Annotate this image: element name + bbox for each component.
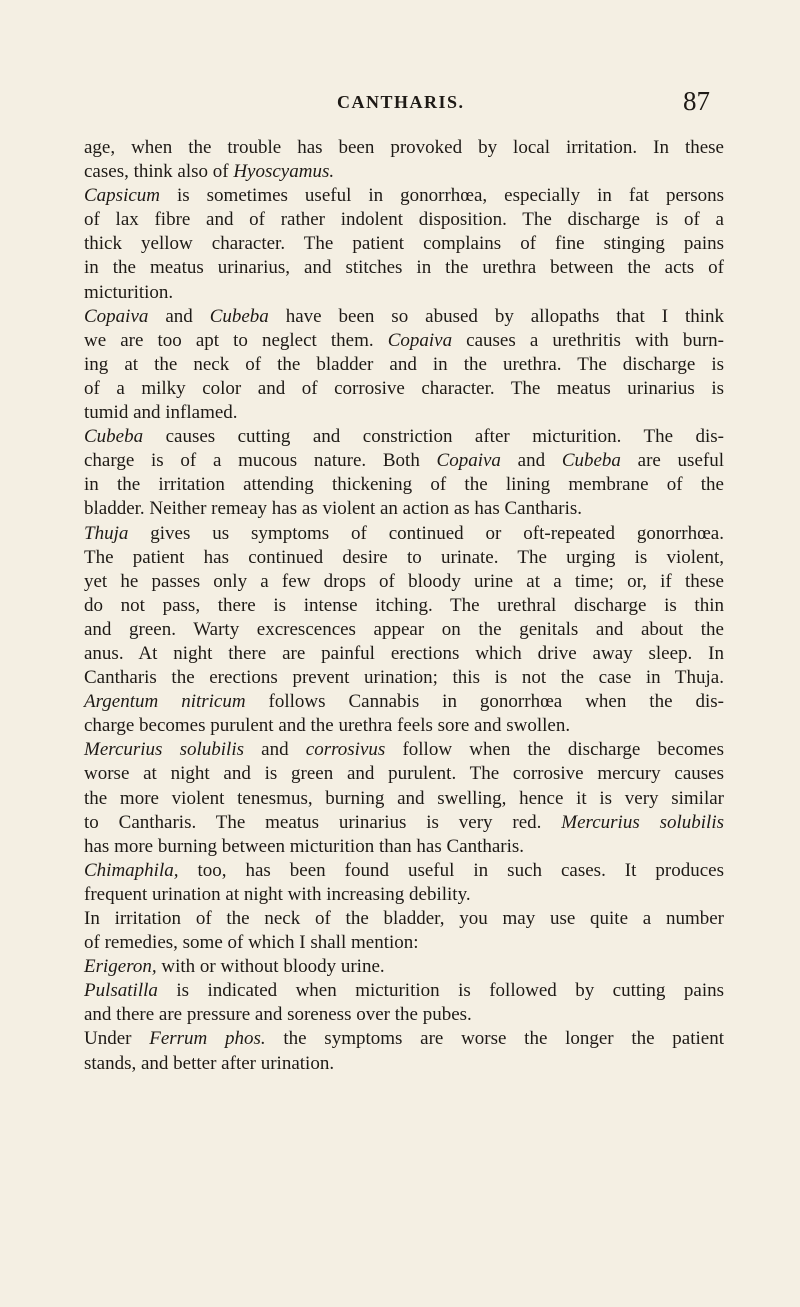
text-line [84, 931, 724, 955]
text-line [84, 811, 724, 835]
text-span: in the meatus urinarius, and stitches in the urethra between the acts of [84, 257, 724, 279]
italic-term: Ferrum phos. [149, 1028, 266, 1050]
text-span: stands, and better after urination. [84, 1052, 335, 1074]
text-line [84, 401, 724, 425]
italic-term: Erigeron, [84, 956, 157, 978]
text-span: are useful [620, 450, 724, 472]
italic-term: Copaiva [387, 329, 453, 351]
text-line [84, 497, 724, 521]
text-span: In irritation of the neck of the bladder, you may use quite a number [84, 908, 724, 929]
text-line [84, 979, 724, 1003]
text-line [84, 690, 724, 714]
text-span: yet he passes only a few drops of bloody urine at a time; or, if these [84, 570, 724, 592]
text-span: bladder. Neither remeay has as violent an action as has Cantharis. [84, 498, 583, 520]
italic-term: Argentum nitricum [84, 691, 246, 713]
text-line [84, 618, 724, 642]
text-span: anus. At night there are painful erections which drive away sleep. In [84, 642, 724, 664]
text-line [84, 642, 724, 666]
text-span: with or without bloody urine. [156, 956, 385, 978]
italic-term: Cubeba [209, 305, 269, 327]
text-span: The patient has continued desire to urinate. The urging is violent, [84, 546, 724, 568]
body-text [84, 136, 724, 1076]
text-span: has more burning between micturition than has Cantharis. [84, 835, 525, 857]
text-span: of lax fibre and of rather indolent disposition. The discharge is of a [84, 209, 724, 231]
text-span: of a milky color and of corrosive character. The meatus urinarius is [84, 377, 724, 399]
text-line [84, 160, 724, 184]
text-span: frequent urination at night with increasing debility. [84, 883, 471, 905]
text-line [84, 907, 724, 931]
running-title: CANTHARIS. [337, 92, 465, 112]
text-line [84, 546, 724, 570]
text-span: and [244, 739, 306, 761]
text-span: have been so abused by allopaths that I think [268, 305, 725, 327]
text-span: Cantharis the erections prevent urination; this is not the case in Thuja. [84, 667, 724, 689]
italic-term: Mercurius solubilis [561, 811, 725, 833]
text-line [84, 883, 724, 907]
text-span: Under [84, 1028, 150, 1050]
text-line [84, 835, 724, 859]
text-line [84, 184, 724, 208]
text-line [84, 738, 724, 762]
text-span: is sometimes useful in gonorrhœa, especially in fat persons [160, 185, 724, 207]
text-line [84, 305, 724, 329]
text-line [84, 425, 724, 449]
italic-term: Thuja [84, 522, 129, 544]
text-line [84, 1027, 724, 1051]
text-line [84, 329, 724, 353]
text-line [84, 1052, 724, 1076]
text-span: the more violent tenesmus, burning and swelling, hence it is very similar [84, 787, 724, 809]
text-line [84, 666, 724, 690]
text-span: worse at night and is green and purulent. The corrosive mercury causes [84, 763, 724, 785]
text-line [84, 714, 724, 738]
text-span: in the irritation attending thickening of the lining membrane of the [84, 474, 724, 496]
italic-term: Hyoscyamus. [233, 161, 335, 183]
text-span: do not pass, there is intense itching. The urethral discharge is thin [84, 594, 724, 616]
text-line [84, 859, 724, 883]
italic-term: Mercurius solubilis [84, 739, 245, 761]
text-line [84, 208, 724, 232]
text-span: is indicated when micturition is followed by cutting pains [157, 980, 724, 1002]
text-line [84, 473, 724, 497]
text-span: and [500, 450, 562, 472]
italic-term: Copaiva [84, 305, 149, 327]
text-line [84, 377, 724, 401]
text-line [84, 353, 724, 377]
text-line [84, 955, 724, 979]
text-line [84, 570, 724, 594]
italic-term: Pulsatilla [84, 980, 158, 1002]
text-span: gives us symptoms of continued or oft-repeated gonorrhœa. [128, 522, 724, 544]
page-header [0, 86, 800, 126]
text-span: tumid and inflamed. [84, 402, 238, 424]
text-line [84, 594, 724, 618]
text-span: too, has been found useful in such cases. It produces [178, 859, 724, 881]
page-number: 87 [683, 86, 710, 116]
italic-term: Cubeba [84, 426, 144, 448]
italic-term: Copaiva [436, 450, 501, 472]
text-span: causes a urethritis with burn- [452, 329, 724, 351]
text-span: age, when the trouble has been provoked by local irritation. In these [84, 137, 724, 158]
text-span: and [148, 305, 210, 327]
text-span: follows Cannabis in gonorrhœa when the dis- [245, 691, 724, 713]
text-span: to Cantharis. The meatus urinarius is very red. [84, 811, 562, 833]
text-line [84, 522, 724, 546]
italic-term: corrosivus [305, 739, 386, 761]
text-span: cases, think also of [84, 161, 234, 183]
text-span: charge is of a mucous nature. Both [84, 450, 437, 472]
text-span: the symptoms are worse the longer the patient [265, 1028, 724, 1050]
text-line [84, 449, 724, 473]
italic-term: Capsicum [84, 185, 160, 207]
text-span: ing at the neck of the bladder and in the urethra. The discharge is [84, 353, 724, 375]
text-span: and there are pressure and soreness over the pubes. [84, 1004, 472, 1026]
text-span: we are too apt to neglect them. [84, 329, 388, 351]
text-line [84, 1003, 724, 1027]
text-span: causes cutting and constriction after micturition. The dis- [143, 426, 724, 448]
text-span: charge becomes purulent and the urethra feels sore and swollen. [84, 715, 571, 737]
text-span: thick yellow character. The patient complains of fine stinging pains [84, 233, 724, 255]
text-line [84, 787, 724, 811]
text-span: and green. Warty excrescences appear on the genitals and about the [84, 618, 724, 640]
italic-term: Cubeba [561, 450, 621, 472]
text-span: micturition. [84, 281, 174, 303]
text-line [84, 762, 724, 786]
text-line [84, 281, 724, 305]
text-line [84, 136, 724, 160]
text-line [84, 256, 724, 280]
text-span: of remedies, some of which I shall mention: [84, 932, 419, 954]
text-span: follow when the discharge becomes [385, 739, 724, 761]
italic-term: Chimaphila, [84, 859, 179, 881]
text-line [84, 232, 724, 256]
